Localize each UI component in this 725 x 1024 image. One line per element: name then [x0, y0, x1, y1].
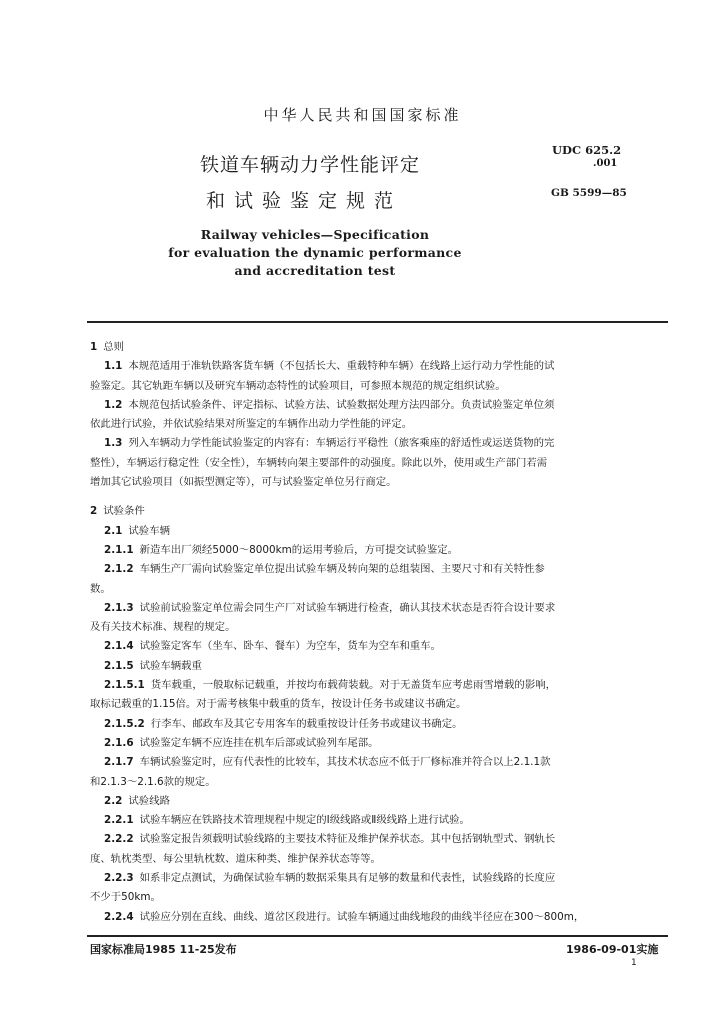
paragraph-line: 2.2.4 试验应分别在直线、曲线、道岔区段进行。试验车辆通过曲线地段的曲线半径应在300～800m， [104, 910, 585, 923]
paragraph-line: 1.1 本规范适用于准轨铁路客货车辆（不包括长大、重载特种车辆）在线路上运行动力学性能的试 [104, 360, 555, 373]
paragraph-line: 数。 [90, 582, 111, 595]
english-title-line-3: and accreditation test [234, 263, 396, 278]
issue-date: 国家标准局1985 11-25发布 [90, 943, 237, 956]
paragraph-line: 2.1.4 试验鉴定客车（坐车、卧车、餐车）为空车，货车为空车和重车。 [104, 640, 441, 653]
paragraph-line: 增加其它试验项目（如振型测定等），可与试验鉴定单位另行商定。 [90, 476, 397, 489]
paragraph-line: 2.1.7 车辆试验鉴定时，应有代表性的比较车，其技术状态应不低于厂修标准并符合以上2.1.1款 [104, 756, 551, 769]
paragraph-line: 1.2 本规范包括试验条件、评定指标、试验方法、试验数据处理方法四部分。负责试验鉴定单位须 [104, 398, 555, 411]
subsection-heading: 2.1.5 试验车辆载重 [104, 659, 202, 672]
paragraph-line: 验鉴定。其它轨距车辆以及研究车辆动态特性的试验项目，可参照本规范的规定组织试验。 [90, 379, 506, 392]
paragraph-line: 2.2.1 试验车辆应在铁路技术管理规程中规定的Ⅰ级线路或Ⅱ级线路上进行试验。 [104, 814, 470, 827]
paragraph-line: 1.3 列入车辆动力学性能试验鉴定的内容有：车辆运行平稳性（旅客乘座的舒适性或运送货物的完 [104, 437, 555, 450]
paragraph-line: 整性），车辆运行稳定性（安全性），车辆转向架主要部件的动强度。除此以外，使用或生产部门若需 [90, 456, 548, 469]
udc-code-suffix: .001 [593, 158, 618, 169]
paragraph-line: 依此进行试验，并依试验结果对所鉴定的车辆作出动力学性能的评定。 [90, 418, 413, 431]
english-title-line-2: for evaluation the dynamic performance [168, 245, 462, 260]
footer-divider [87, 935, 668, 937]
paragraph-line: 2.2.2 试验鉴定报告须载明试验线路的主要技术特征及维护保养状态。其中包括钢轨型式、钢轨长 [104, 833, 556, 846]
paragraph-line: 2.1.6 试验鉴定车辆不应连挂在机车后部或试验列车尾部。 [104, 736, 379, 749]
subsection-heading: 2.2 试验线路 [104, 794, 170, 807]
header-divider [87, 321, 668, 323]
page-number: 1 [631, 958, 637, 968]
udc-code: UDC 625.2 [552, 143, 622, 157]
section-heading: 2 试验条件 [90, 505, 145, 518]
paragraph-line: 2.1.5.1 货车载重，一般取标记载重，并按均布载荷装载。对于无盖货车应考虑雨雪增载的影响， [104, 679, 556, 692]
paragraph-line: 2.1.3 试验前试验鉴定单位需会同生产厂对试验车辆进行检查，确认其技术状态是否符合设计要求 [104, 601, 556, 614]
gb-number: GB 5599—85 [551, 187, 627, 199]
document-body [90, 338, 665, 927]
paragraph-line: 和2.1.3～2.1.6款的规定。 [90, 775, 216, 788]
paragraph-line: 及有关技术标准、规程的规定。 [90, 621, 236, 634]
national-standard-heading: 中华人民共和国国家标准 [263, 106, 462, 124]
english-title-line-1: Railway vehicles—Specification [200, 227, 430, 242]
title-line-1: 铁道车辆动力学性能评定 [200, 154, 421, 176]
section-heading: 1 总则 [90, 341, 125, 353]
effective-date: 1986-09-01实施 [566, 943, 659, 956]
paragraph-line: 2.2.3 如系非定点测试，为确保试验车辆的数据采集具有足够的数量和代表性，试验线路的长度应 [104, 872, 556, 885]
paragraph-line: 2.1.2 车辆生产厂需向试验鉴定单位提出试验车辆及转向架的总组装图、主要尺寸和有关特性参 [104, 563, 545, 576]
paragraph-line: 2.1.1 新造车出厂须经5000～8000km的运用考验后，方可提交试验鉴定。 [104, 543, 458, 556]
paragraph-line: 度、轨枕类型、每公里轨枕数、道床种类、维护保养状态等等。 [90, 852, 381, 865]
paragraph-line: 取标记载重的1.15倍。对于需考核集中载重的货车，按设计任务书或建议书确定。 [90, 698, 467, 711]
title-line-2: 和试验鉴定规范 [206, 190, 403, 212]
paragraph-line: 2.1.5.2 行李车、邮政车及其它专用客车的载重按设计任务书或建议书确定。 [104, 717, 463, 730]
subsection-heading: 2.1 试验车辆 [104, 524, 170, 537]
paragraph-line: 不少于50km。 [90, 891, 161, 904]
